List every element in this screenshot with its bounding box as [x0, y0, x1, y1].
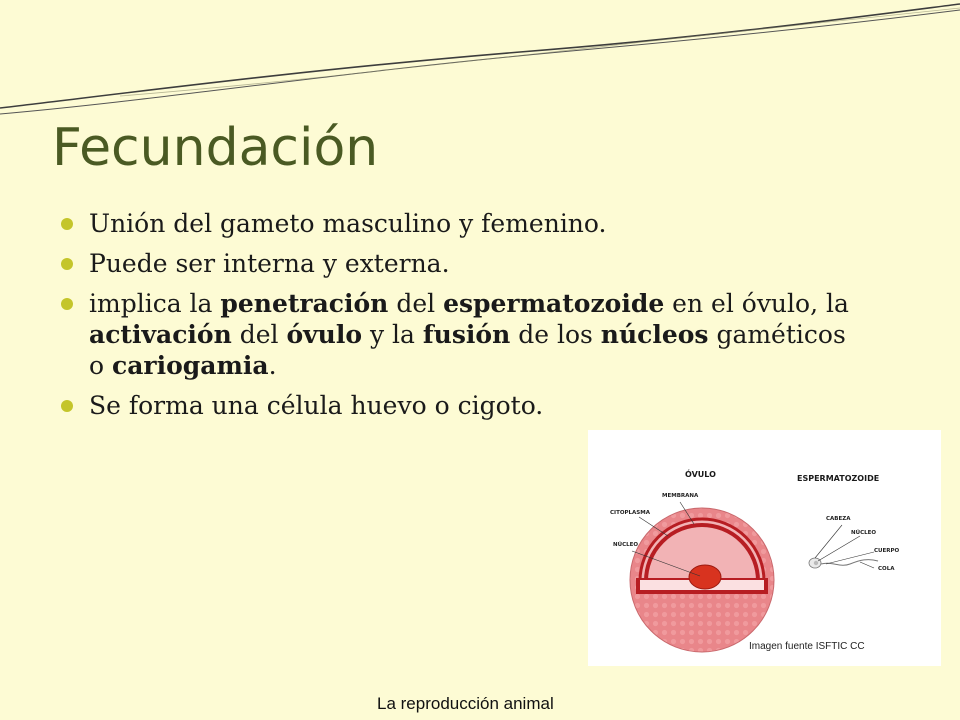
bullet-keyword: penetración: [220, 289, 389, 318]
bullet-text: y la: [362, 320, 423, 349]
sperm-title: ESPERMATOZOIDE: [797, 474, 880, 483]
bullet-item: [60, 208, 860, 239]
image-credit: Imagen fuente ISFTIC CC: [749, 641, 865, 652]
bullet-item: [60, 288, 860, 381]
label-nucleo-sperm: NÚCLEO: [851, 530, 877, 536]
slide-title: Fecundación: [52, 118, 379, 178]
bullet-text: .: [268, 351, 277, 380]
bullet-keyword: fusión: [422, 320, 511, 349]
bullet-keyword: activación: [89, 320, 232, 349]
bullet-text: gaméticos o: [89, 320, 846, 380]
gametes-figure: [588, 430, 941, 666]
sperm-tail: [821, 560, 878, 566]
bullet-dot-icon: [61, 400, 73, 412]
bullet-keyword: núcleos: [600, 320, 709, 349]
bullet-dot-icon: [61, 258, 73, 270]
bullet-list: [60, 208, 860, 430]
bullet-dot-icon: [61, 298, 73, 310]
label-nucleo-ovulo: NÚCLEO: [613, 542, 639, 548]
bullet-text: del: [231, 320, 287, 349]
bullet-text: del: [388, 289, 444, 318]
decorative-header-curves: [0, 0, 960, 130]
bullet-text: Puede ser interna y externa.: [89, 249, 450, 278]
bullet-keyword: óvulo: [286, 320, 363, 349]
bullet-text: Unión del gameto masculino y femenino.: [89, 209, 607, 238]
label-membrana: MEMBRANA: [662, 493, 699, 499]
label-cabeza: CABEZA: [826, 516, 851, 522]
slide-footer: La reproducción animal: [377, 694, 554, 713]
bullet-item: [60, 248, 860, 279]
label-cuerpo: CUERPO: [874, 548, 900, 554]
bullet-dot-icon: [61, 218, 73, 230]
bullet-text: implica la: [89, 289, 221, 318]
bullet-keyword: cariogamia: [112, 351, 269, 380]
bullet-text: de los: [510, 320, 601, 349]
ovulo-title: ÓVULO: [685, 470, 716, 479]
label-cola: COLA: [878, 566, 895, 572]
bullet-text: Se forma una célula huevo o cigoto.: [89, 391, 544, 420]
bullet-keyword: espermatozoide: [443, 289, 665, 318]
bullet-item: [60, 390, 860, 421]
ovum-nucleus: [689, 565, 721, 589]
label-citoplasma: CITOPLASMA: [610, 510, 650, 516]
bullet-text: en el óvulo, la: [664, 289, 849, 318]
